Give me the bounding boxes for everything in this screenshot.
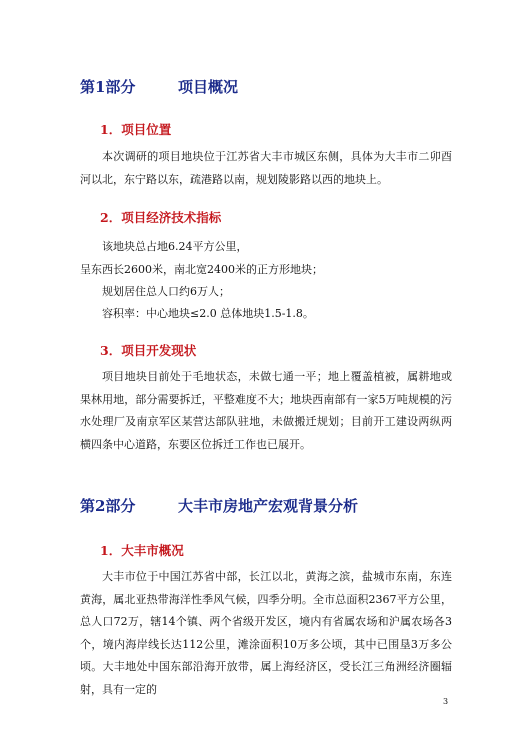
section-1-2-heading: 2．项目经济技术指标 — [100, 210, 222, 225]
part-1-number: 第1部分 — [80, 78, 136, 96]
part-2-number: 第2部分 — [80, 497, 136, 515]
section-1-3-heading: 3．项目开发现状 — [100, 343, 197, 358]
page-number: 3 — [443, 697, 449, 706]
part-1-title: 项目概况 — [178, 78, 239, 96]
section-2-1-heading: 1．大丰市概况 — [100, 543, 184, 558]
part-2-heading — [80, 495, 358, 516]
section-1-3-paragraph: 项目地块目前处于毛地状态，未做七通一平；地上覆盖植被，属耕地或果林用地，部分需要拆迁，平整难度不大；地块西南部有一家5万吨规模的污水处理厂及南京军区某营达部队驻地，未做搬迁规划；目前开工建设两纵两横四条中心道路，东要区位拆迁工作也已展开。 — [80, 370, 452, 451]
section-2-1-paragraph: 大丰市位于中国江苏省中部，长江以北，黄海之滨，盐城市东南，东连黄海，属北亚热带海洋性季风气候，四季分明。全市总面积2367平方公里，总人口72万，辖14个镇、两个省级开发区，境内有省属农场和沪属农场各3个，境内海岸线长达112公里，滩涂面积10万多公顷，其中已围垦3万多公顷。大丰地处中国东部沿海开放带，属上海经济区，受长江三角洲经济圈辐射，具有一定的 — [80, 570, 452, 696]
part-1-heading — [80, 76, 238, 97]
indicator-line-1: 该地块总占地6.24平方公里， — [102, 240, 248, 253]
section-1-1-heading: 1．项目位置 — [100, 122, 172, 137]
indicator-line-3: 规划居住总人口约6万人； — [102, 285, 230, 298]
indicator-line-4: 容积率：中心地块≤2.0 总体地块1.5-1.8。 — [102, 307, 314, 320]
section-1-1-paragraph: 本次调研的项目地块位于江苏省大丰市城区东侧，具体为大丰市二卯酉河以北，东宁路以东，疏港路以南，规划陵影路以西的地块上。 — [80, 150, 452, 186]
indicator-line-2: 呈东西长2600米，南北宽2400米的正方形地块； — [80, 263, 323, 276]
part-2-title: 大丰市房地产宏观背景分析 — [178, 497, 359, 515]
